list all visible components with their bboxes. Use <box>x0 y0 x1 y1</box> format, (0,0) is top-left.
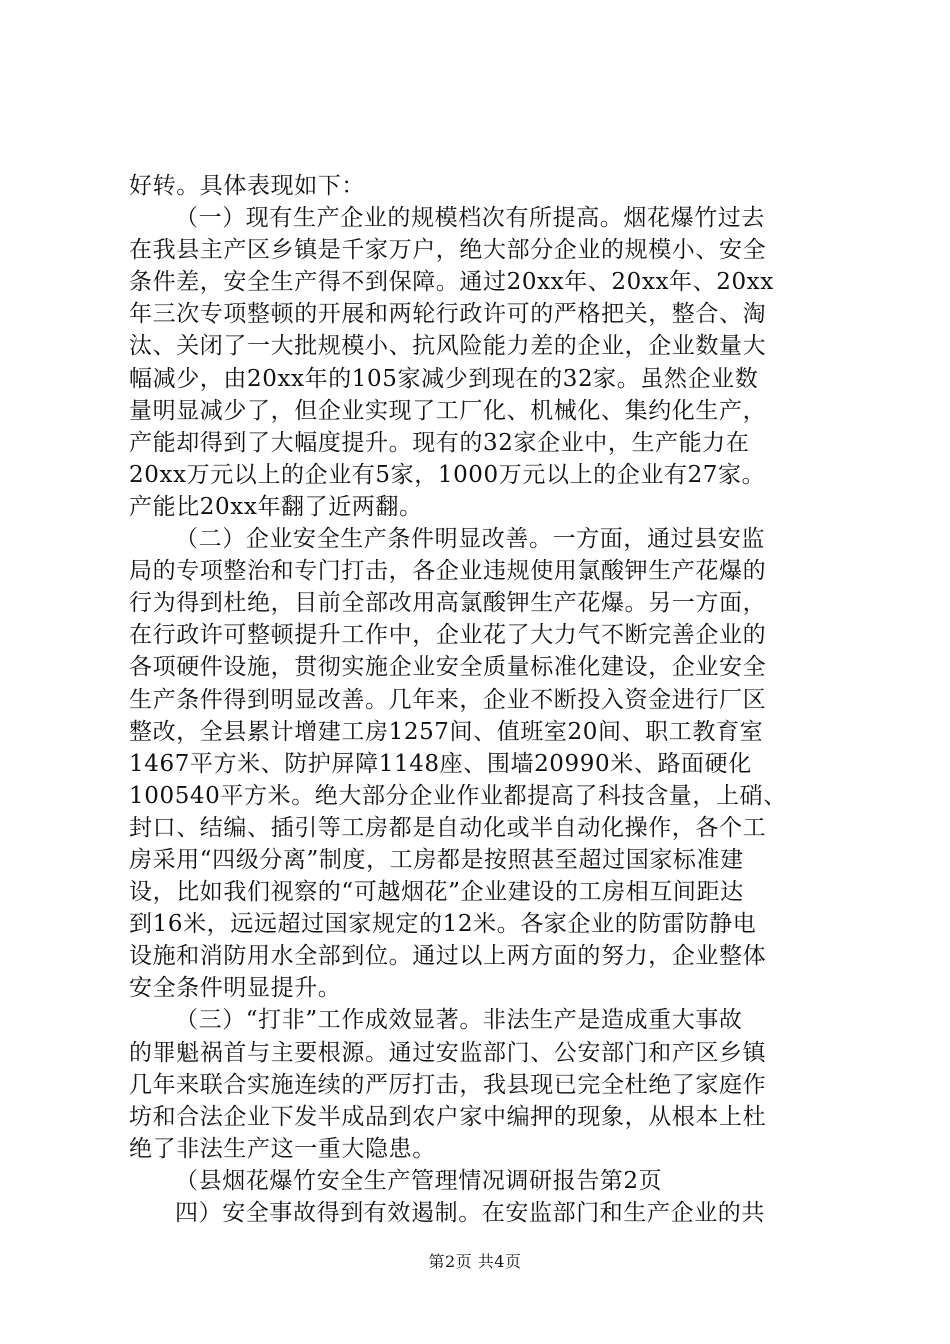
text-line: 各项硬件设施，贯彻实施企业安全质量标准化建设，企业安全 <box>129 654 767 681</box>
text-line: 行为得到杜绝，目前全部改用高氯酸钾生产花爆。另一方面， <box>129 590 767 617</box>
text-line: 房采用“四级分离”制度，工房都是按照甚至超过国家标准建 <box>129 846 744 873</box>
text-line: 绝了非法生产这一重大隐患。 <box>129 1135 436 1162</box>
text-line: 局的专项整治和专门打击，各企业违规使用氯酸钾生产花爆的 <box>129 558 767 585</box>
text-line: 坊和合法企业下发半成品到农户家中编押的现象，从根本上杜 <box>129 1103 767 1130</box>
text-line: 到16米，远远超过国家规定的12米。各家企业的防雷防静电 <box>129 911 757 938</box>
text-line: 产能却得到了大幅度提升。现有的32家企业中，生产能力在 <box>129 429 750 456</box>
text-line: 安全条件明显提升。 <box>129 975 342 1002</box>
text-line: 四）安全事故得到有效遏制。在安监部门和生产企业的共 <box>175 1200 765 1226</box>
document-body <box>129 170 829 1229</box>
text-line: 量明显减少了，但企业实现了工厂化、机械化、集约化生产， <box>129 397 767 424</box>
text-line: 在我县主产区乡镇是千家万户，绝大部分企业的规模小、安全 <box>129 237 767 264</box>
text-line: 1467平方米、防护屏障1148座、围墙20990米、路面硬化 <box>129 750 752 777</box>
text-line: 封口、结编、插引等工房都是自动化或半自动化操作，各个工 <box>129 814 767 841</box>
text-line: 100540平方米。绝大部分企业作业都提高了科技含量，上硝、 <box>129 782 787 809</box>
text-line: 的罪魁祸首与主要根源。通过安监部门、公安部门和产区乡镇 <box>129 1039 767 1066</box>
text-line: （三）“打非”工作成效显著。非法生产是造成重大事故 <box>175 1007 743 1034</box>
text-line: 几年来联合实施连续的严厉打击，我县现已完全杜绝了家庭作 <box>129 1071 767 1098</box>
text-line: 条件差，安全生产得不到保障。通过20xx年、20xx年、20xx <box>129 269 774 296</box>
text-line: 产能比20xx年翻了近两翻。 <box>129 493 423 520</box>
text-line: （二）企业安全生产条件明显改善。一方面，通过县安监 <box>175 526 765 553</box>
text-line: 整改，全县累计增建工房1257间、值班室20间、职工教育室 <box>129 718 764 745</box>
text-line: 20xx万元以上的企业有5家，1000万元以上的企业有27家。 <box>129 461 766 488</box>
page-footer: 第2页 共4页 <box>428 1252 522 1271</box>
text-line: 幅减少，由20xx年的105家减少到现在的32家。虽然企业数 <box>129 365 759 392</box>
text-line: 年三次专项整顿的开展和两轮行政许可的严格把关，整合、淘 <box>129 301 767 328</box>
text-line: 设施和消防用水全部到位。通过以上两方面的努力，企业整体 <box>129 943 767 970</box>
text-line: 好转。具体表现如下： <box>129 173 365 199</box>
text-line: 生产条件得到明显改善。几年来，企业不断投入资金进行厂区 <box>129 686 767 713</box>
text-line: 设，比如我们视察的“可越烟花”企业建设的工房相互间距达 <box>129 879 744 906</box>
text-line: 在行政许可整顿提升工作中，企业花了大力气不断完善企业的 <box>129 622 767 649</box>
text-line: 汰、关闭了一大批规模小、抗风险能力差的企业，企业数量大 <box>129 333 767 360</box>
text-line: （一）现有生产企业的规模档次有所提高。烟花爆竹过去 <box>175 205 765 232</box>
text-line: （县烟花爆竹安全生产管理情况调研报告第2页 <box>175 1167 663 1194</box>
